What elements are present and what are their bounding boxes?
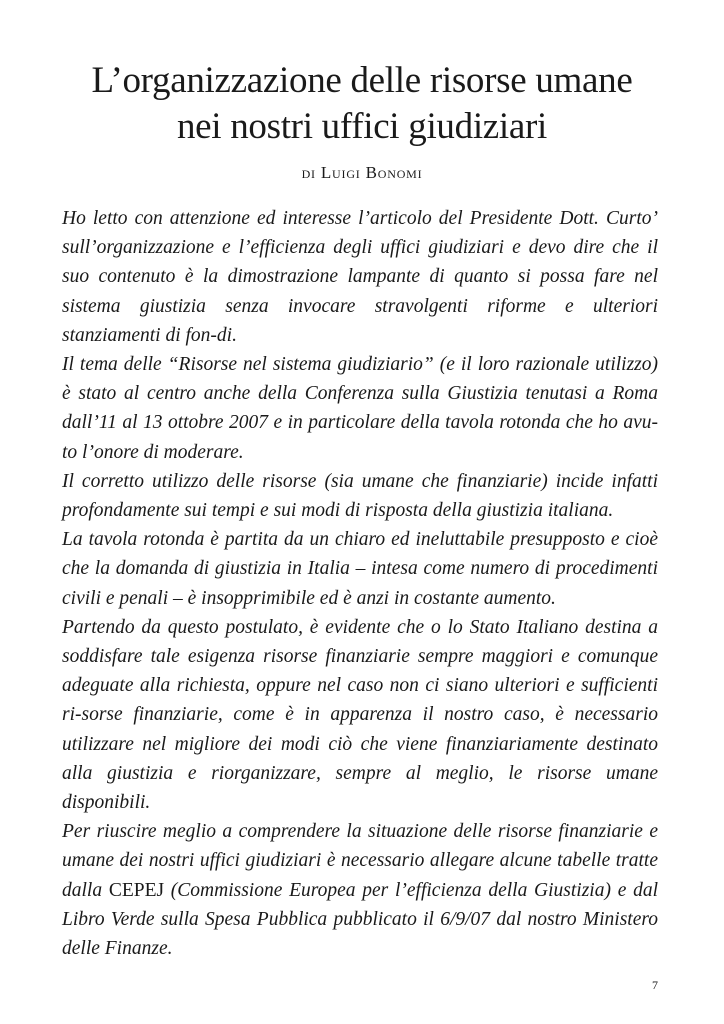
article-title-line-1: L’organizzazione delle risorse umane xyxy=(91,60,633,101)
article-title-line-2: nei nostri uffici giudiziari xyxy=(176,106,548,147)
paragraph-2: Il tema delle “Risorse nel sistema giudiziario” (e il loro razionale utilizzo) è stato al centro anche della Conferenza sulla Giustizia tenutasi a Roma dall’11 al 13 ottobre 2007 e in particolare della tavola rotonda che ho avu-to l’onore di moderare. xyxy=(62,354,658,463)
paragraph-6-text-start: Per riuscire meglio a comprendere la situazione delle risorse finanziarie e umane dei nostri uffici giudiziari è necessario allegare alcune tabelle tratte dalla xyxy=(62,821,658,901)
article-author: di Luigi Bonomi xyxy=(301,163,423,182)
paragraph-6 xyxy=(62,817,658,963)
cepej-acronym: CEPEJ xyxy=(108,879,165,901)
paragraph-1: Ho letto con attenzione ed interesse l’articolo del Presidente Dott. Curto’ sull’organizzazione e l’efficienza degli uffici giudiziari e devo dire che il suo contenuto è la dimostrazione lampante di quanto si possa fare nel sistema giustizia senza invocare stravolgenti riforme e ulteriori stanziamenti di fon-di. xyxy=(62,208,658,346)
paragraph-6-text-end: (Commissione Europea per l’efficienza della Giustizia) e dal Libro Verde sulla Spesa Pubblica pubblicato il 6/9/07 dal nostro Ministero delle Finanze. xyxy=(62,879,658,960)
paragraph-4: La tavola rotonda è partita da un chiaro ed ineluttabile presupposto e cioè che la domanda di giustizia in Italia – intesa come numero di procedimenti civili e penali – è insopprimibile ed è anzi in costante aumento. xyxy=(62,529,658,609)
page-number: 7 xyxy=(652,978,658,992)
paragraph-3: Il corretto utilizzo delle risorse (sia umane che finanziarie) incide infatti profondamente sui tempi e sui modi di risposta della giustizia italiana. xyxy=(62,470,658,522)
article-body xyxy=(62,204,658,963)
paragraph-5: Partendo da questo postulato, è evidente che o lo Stato Italiano destina a soddisfare tale esigenza risorse finanziarie sempre maggiori e comunque adeguate alla richiesta, oppure nel caso non ci siano ulteriori e sufficienti ri-sorse finanziarie, come è in apparenza il nostro caso, è necessario utilizzare nel migliore dei modi ciò che viene finanziariamente destinato alla giustizia e riorganizzare, sempre al meglio, le risorse umane disponibili. xyxy=(62,616,658,814)
article-title xyxy=(40,58,684,150)
